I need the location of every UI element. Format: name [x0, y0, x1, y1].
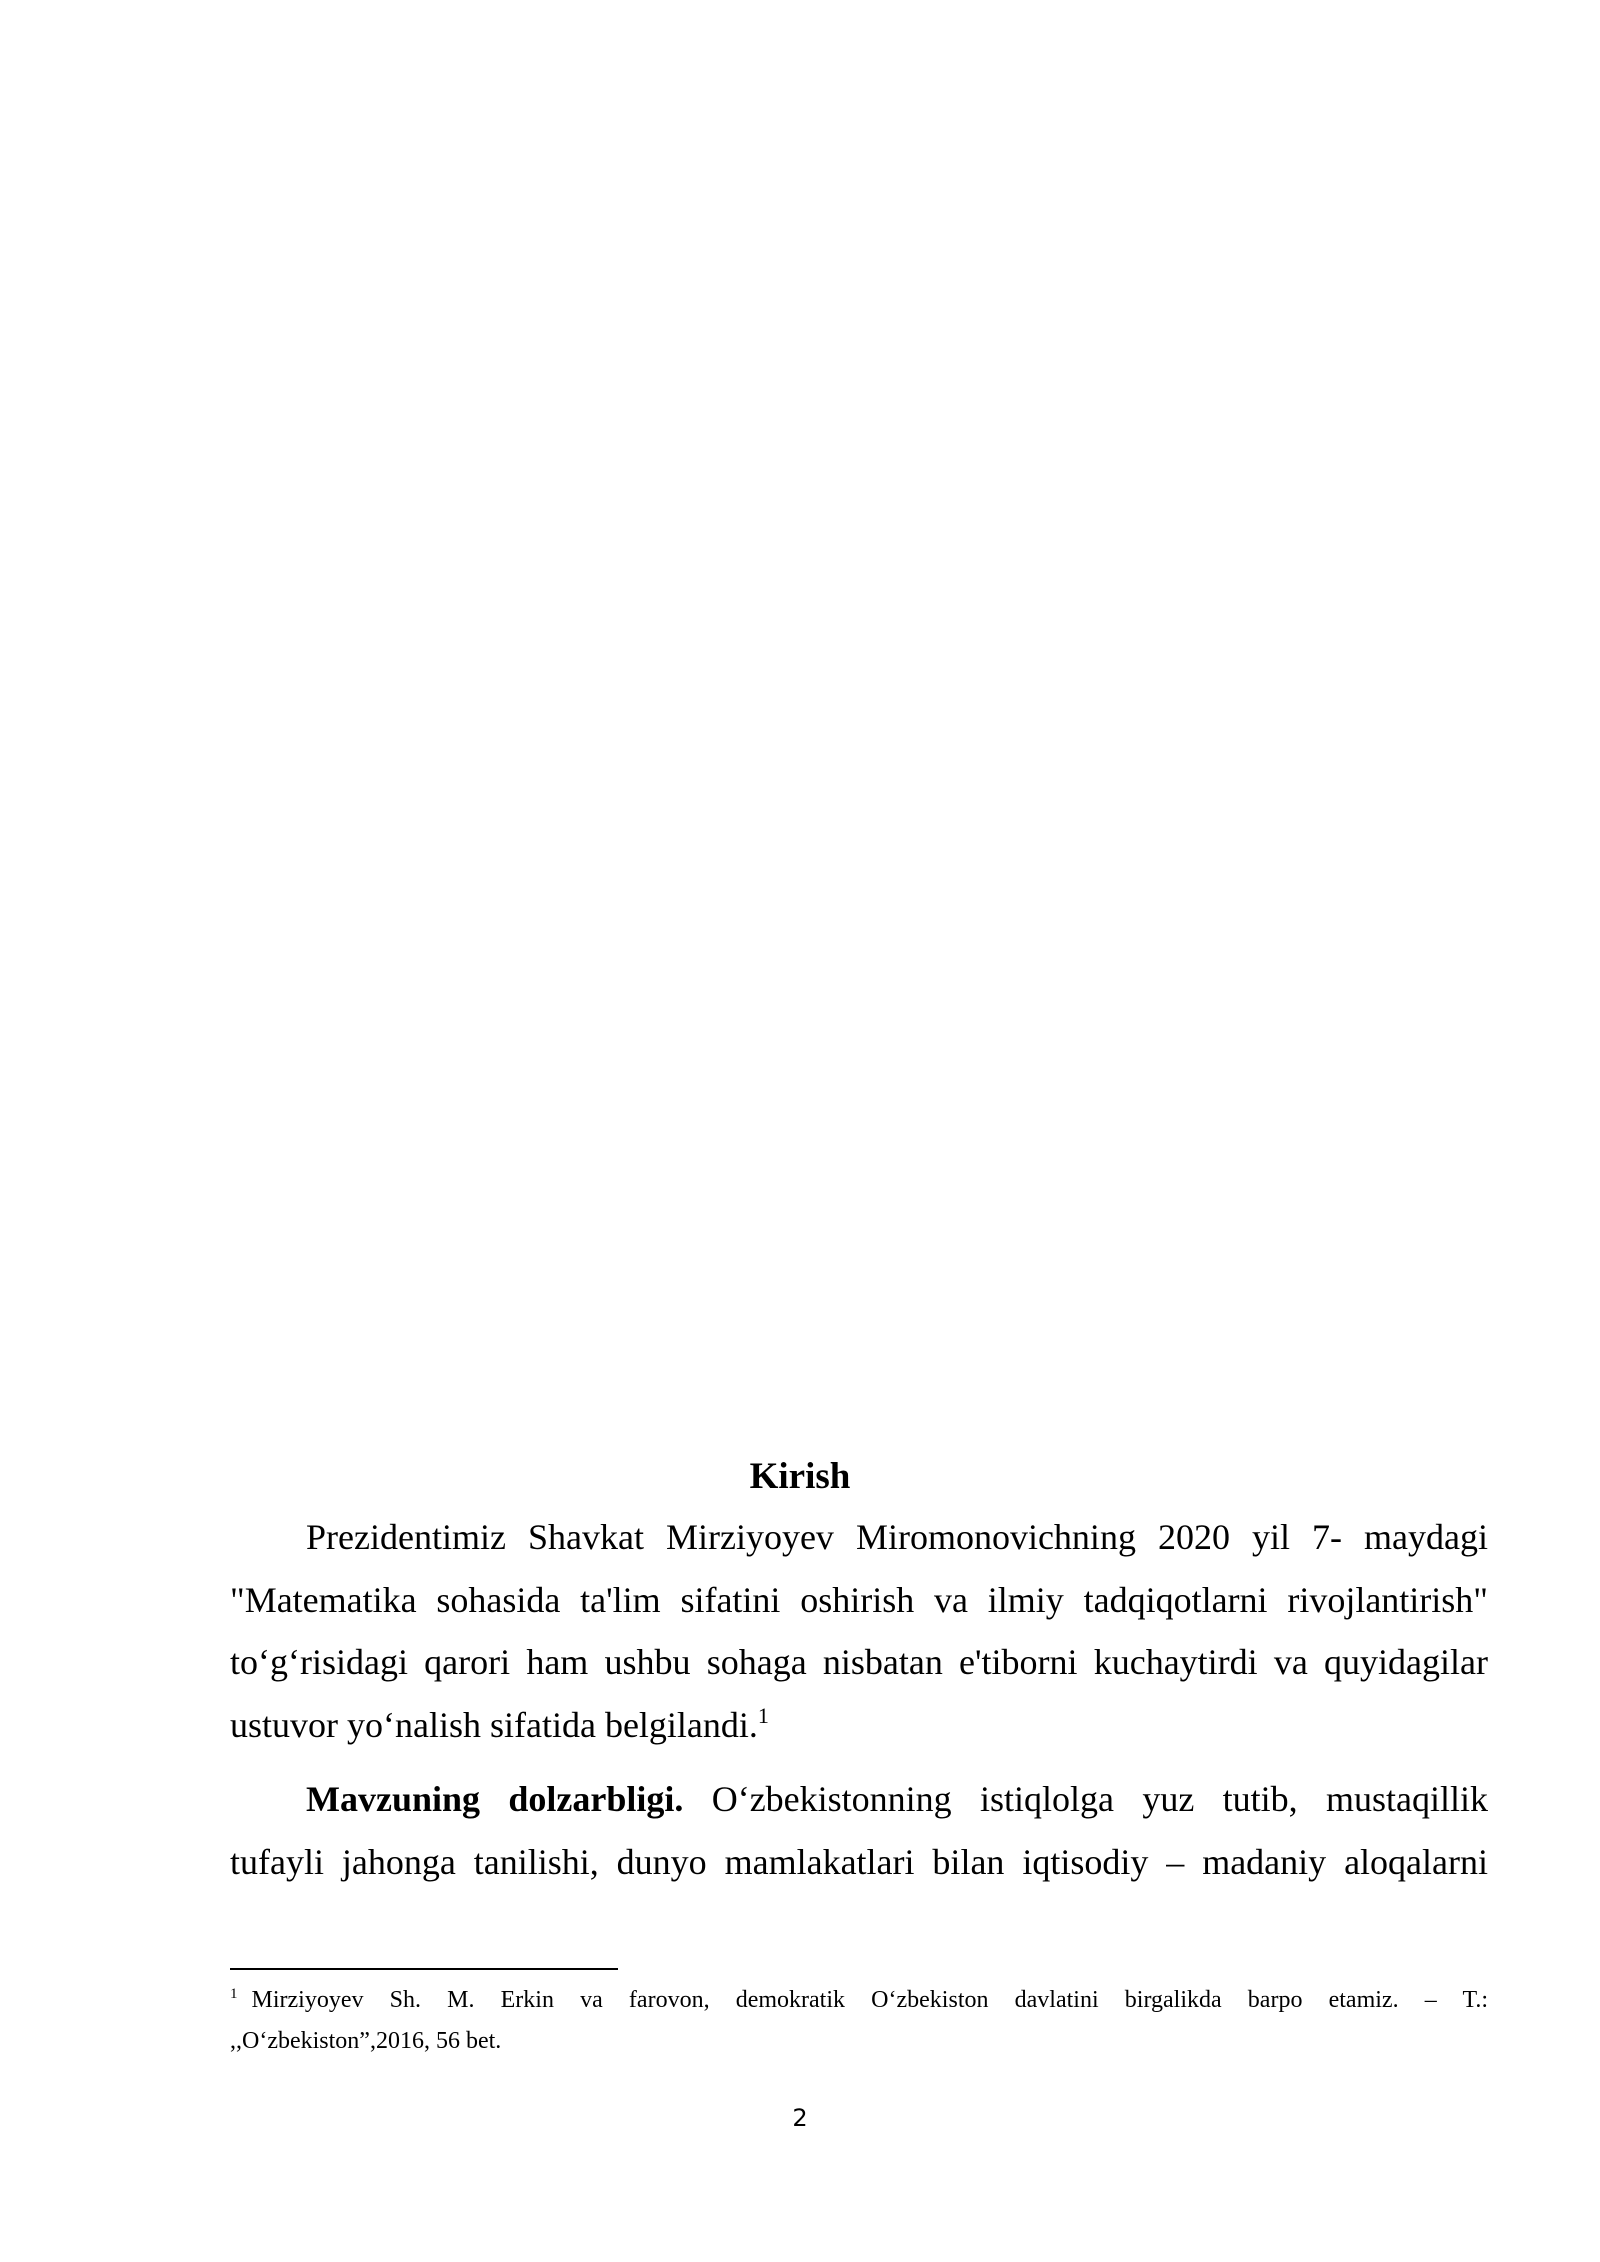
- paragraph-line: tufayli jahonga tanilishi, dunyo mamlakatlari bilan iqtisodiy – madaniy aloqalarni: [230, 1841, 1488, 1882]
- paragraph-line-text: ustuvor yo‘nalish sifatida belgilandi.: [230, 1704, 758, 1745]
- paragraph-line-text: O‘zbekistonning istiqlolga yuz tutib, mustaqillik: [711, 1779, 1489, 1819]
- section-heading: Kirish: [749, 1456, 851, 1497]
- paragraph-line: Prezidentimiz Shavkat Mirziyoyev Miromonovichning 2020 yil 7- maydagi: [306, 1517, 1488, 1557]
- footnote-text: Mirziyoyev Sh. M. Erkin va farovon, demokratik O‘zbekiston davlatini birgalikda barpo etamiz. – T.:: [251, 1987, 1488, 2013]
- footnote-line: [230, 1980, 1488, 2021]
- paragraph-line: [230, 1694, 1488, 1757]
- paragraph-line: to‘g‘risidagi qarori ham ushbu sohaga nisbatan e'tiborni kuchaytirdi va quyidagilar: [230, 1642, 1488, 1682]
- footnote-line: ,,O‘zbekiston”,2016, 56 bet.: [230, 2028, 502, 2054]
- page-number: 2: [792, 2104, 808, 2132]
- paragraph-line: [230, 1768, 1488, 1831]
- intro-paragraph: [230, 1506, 1488, 1756]
- paragraph-line: "Matematika sohasida ta'lim sifatini oshirish va ilmiy tadqiqotlarni rivojlantirish": [230, 1579, 1488, 1620]
- footnote-reference: 1: [757, 1702, 769, 1728]
- relevance-paragraph: [230, 1768, 1488, 1893]
- paragraph-lead-bold: Mavzuning dolzarbligi.: [306, 1779, 684, 1819]
- footnote-mark: 1: [230, 1986, 238, 2002]
- footnote: [230, 1980, 1488, 2062]
- footnote-separator: [230, 1968, 618, 1970]
